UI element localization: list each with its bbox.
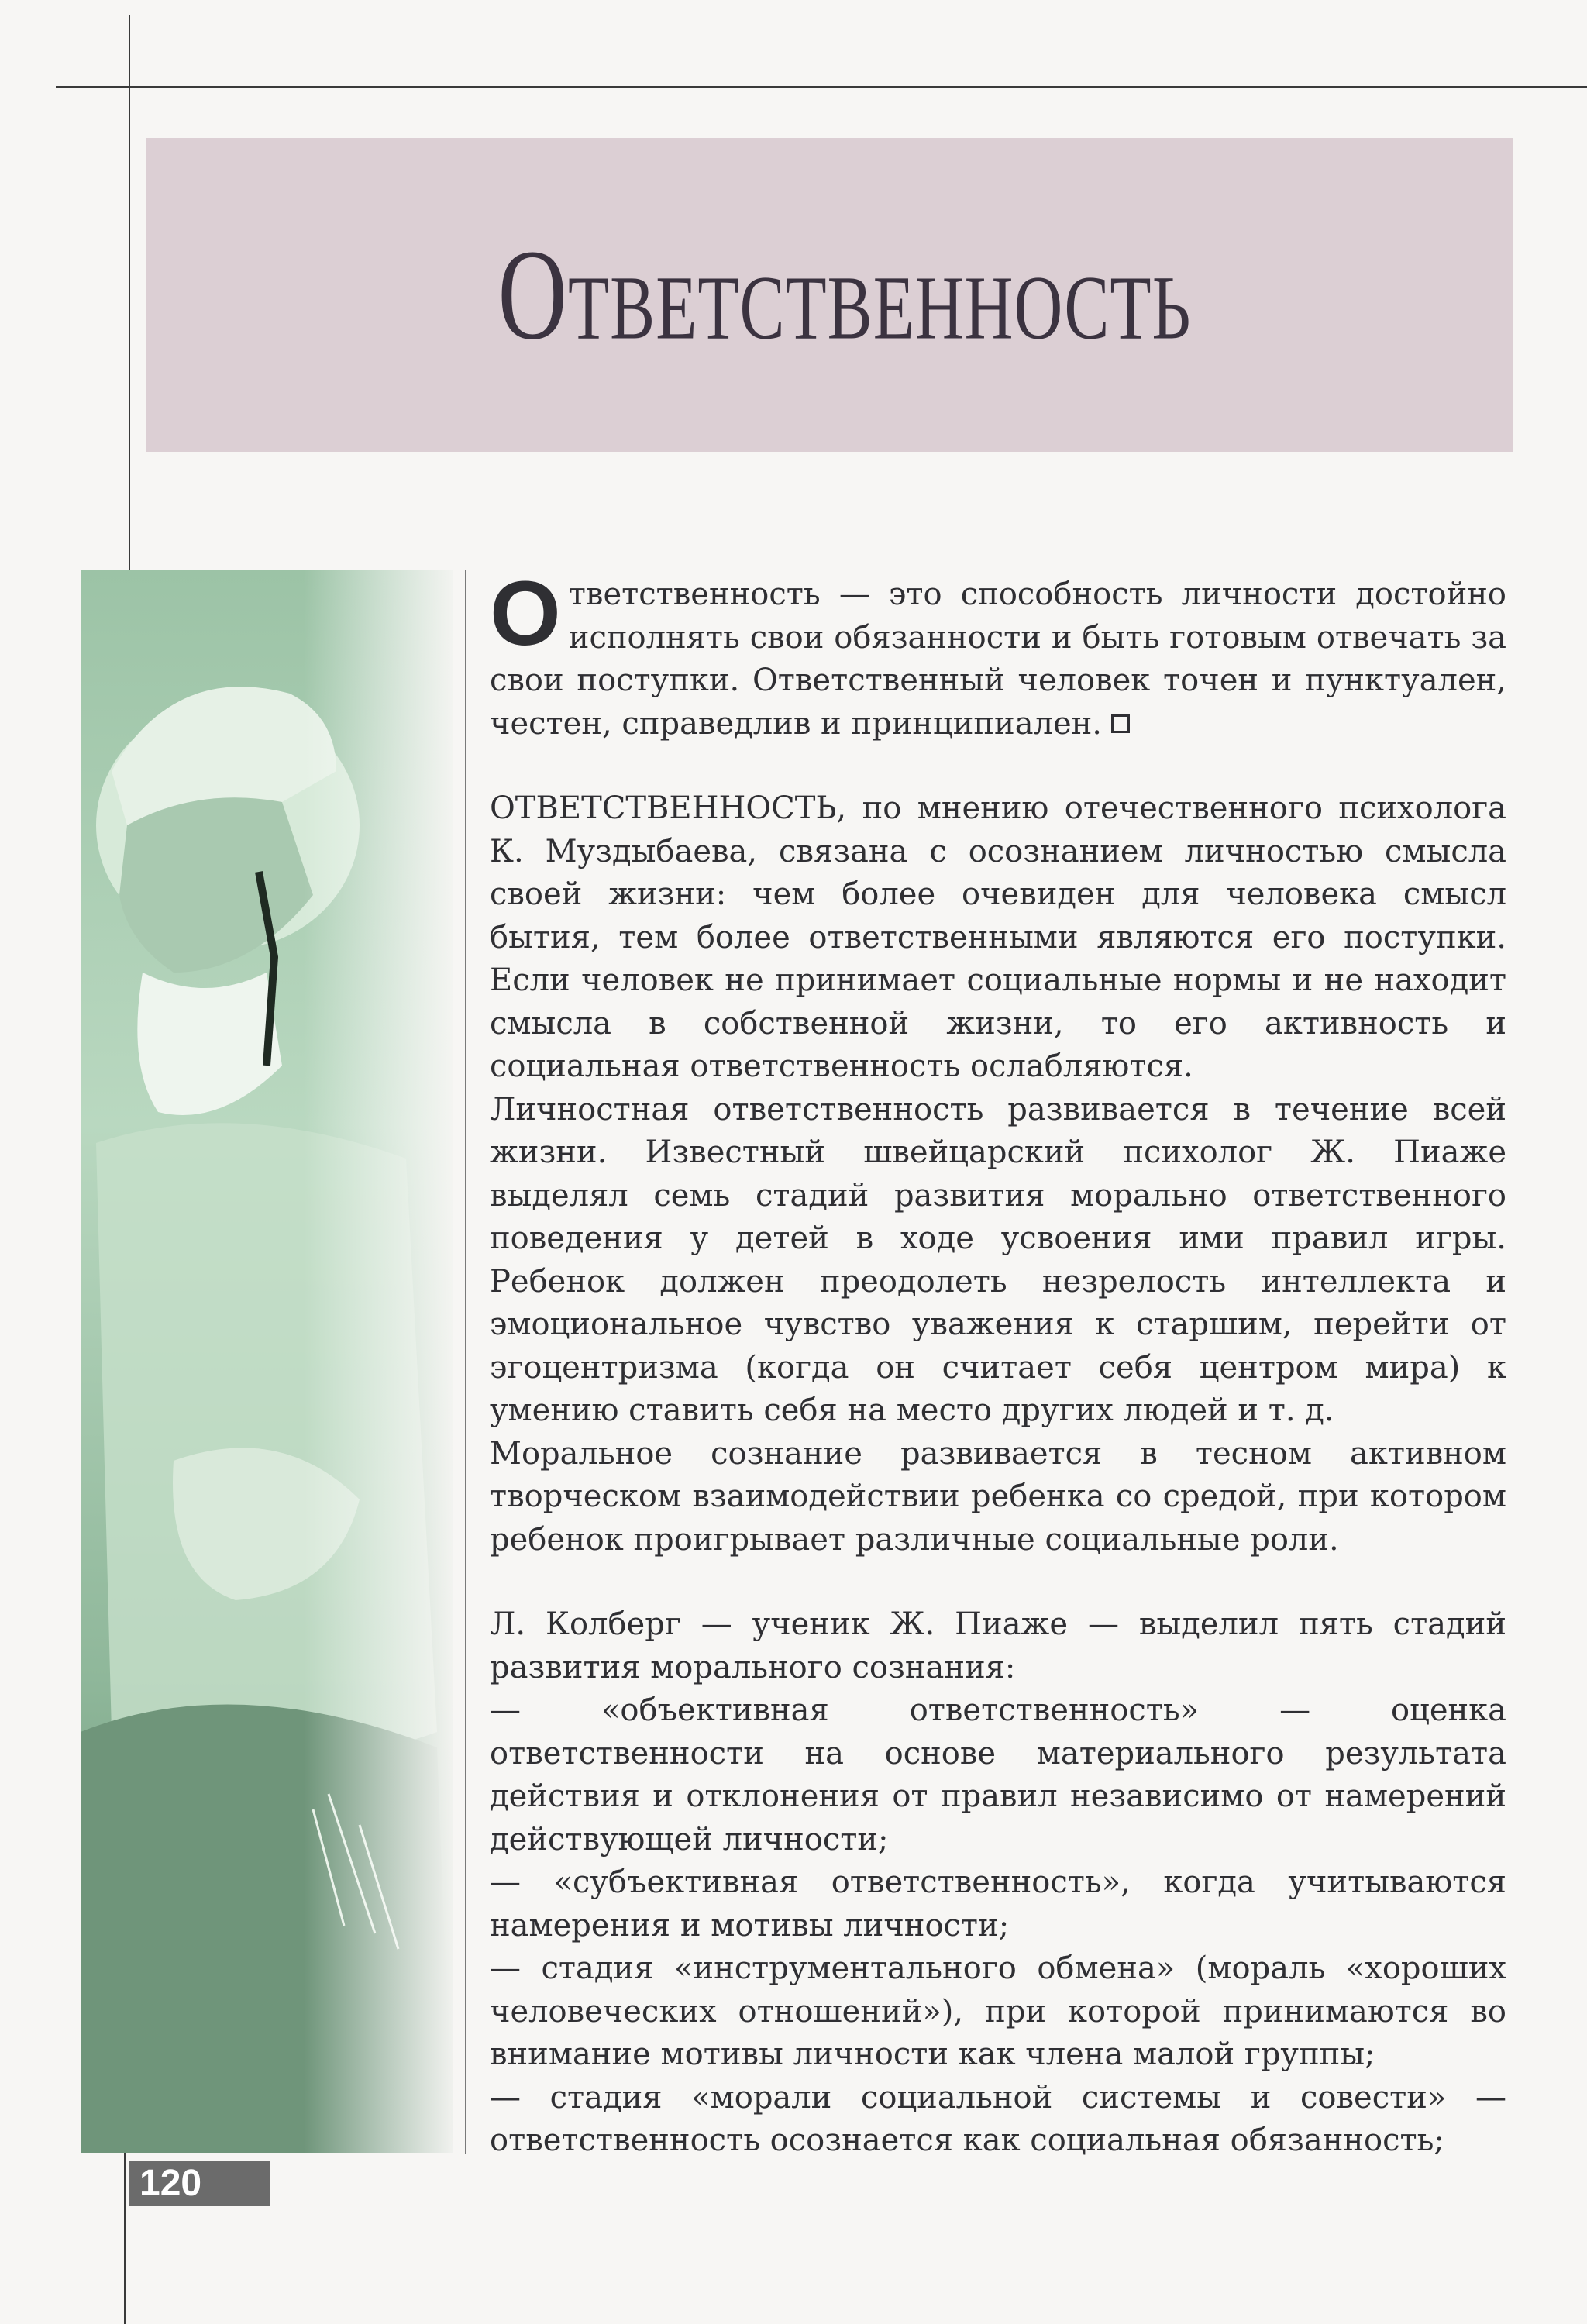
paragraph: Моральное сознание развивается в тесном активном творческом взаимодействии ребенка со средой, при котором ребенок проигрывает различные социальные роли. [490,1435,1506,1558]
left-rule-bottom [124,2123,126,2324]
top-rule [56,86,1587,88]
surgeon-illustration [81,570,453,2153]
kohlberg-intro: Л. Колберг — ученик Ж. Пиаже — выделил пять стадий развития морального сознания: [490,1606,1506,1685]
article-body [490,563,1506,2163]
surgeon-photo [81,570,453,2153]
title-band [146,138,1513,452]
stage-item: — стадия «морали социальной системы и совести» — ответственность осознается как социальная обязанность; [490,2079,1506,2158]
page-title: Ответственность [497,222,1192,367]
checkbox-square-icon [1111,714,1130,733]
stage-item: — «субъективная ответственность», когда учитываются намерения и мотивы личности; [490,1864,1506,1944]
intro-text: тветственность — это способность личности достойно исполнять свои обязанности и быть готовым отвечать за свои поступки. Ответственный человек точен и пунктуален, честен, справедлив и принципиален. [490,577,1506,742]
stage-item: — «объективная ответственность» — оценка ответственности на основе материального результата действия и отклонения от правил независимо от намерений действующей личности; [490,1692,1506,1857]
intro-paragraph [490,563,1506,745]
paragraph: ОТВЕТСТВЕННОСТЬ, по мнению отечественного психолога К. Муздыбаева, связана с осознанием личностью смысла своей жизни: чем более очевиден для человека смысл бытия, тем более ответственными являются его поступки. Если человек не принимает социальные нормы и не находит смысла в собственной жизни, то его активность и социальная ответственность ослабляются. [490,790,1506,1084]
drop-cap: О [490,563,561,665]
paragraph: Личностная ответственность развивается в течение всей жизни. Известный швейцарский психолог Ж. Пиаже выделял семь стадий развития морально ответственного поведения у детей в ходе усвоения ими правил игры. Ребенок должен преодолеть незрелость интеллекта и эмоциональное чувство уважения к старшим, перейти от эгоцентризма (когда он считает себя центром мира) к умению ставить себя на место других людей и т. д. [490,1091,1506,1428]
page-number: 120 [129,2161,270,2206]
stage-item: — стадия «инструментального обмена» (мораль «хороших человеческих отношений»), при которой принимаются во внимание мотивы личности как члена малой группы; [490,1950,1506,2072]
left-rule [129,15,130,573]
column-divider [465,570,466,2154]
